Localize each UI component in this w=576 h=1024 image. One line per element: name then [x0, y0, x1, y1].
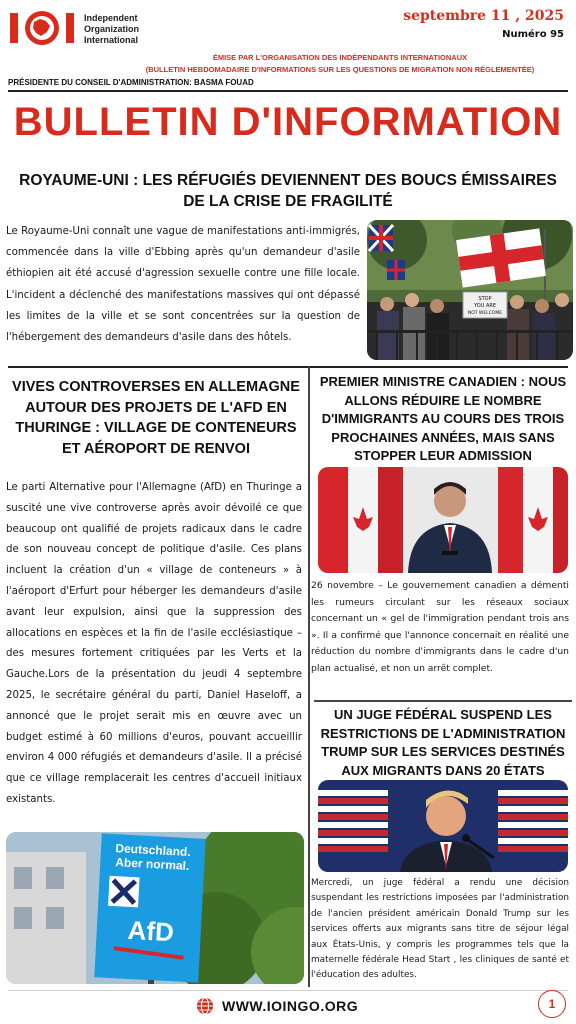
globe-icon	[196, 997, 214, 1015]
logo-line-1: Independent	[84, 13, 138, 23]
header-divider	[8, 90, 568, 92]
afd-poster-photo	[6, 832, 304, 984]
ioi-logo-icon	[8, 8, 78, 48]
poster-line-1: Deutschland.	[115, 841, 192, 860]
us-body: Mercredi, un juge fédéral a rendu une décision suspendant les restrictions imposées par l'administration de l'ancien président américain Donald Trump sur les services offerts aux migrants sans titre de séjour légal aux États-Unis, y compris les programmes tels que la maternelle fédérale Head Start , les cliniques de santé et l'éducation des adultes.	[311, 878, 569, 981]
canada-pm-photo	[318, 467, 568, 573]
website-url[interactable]: WWW.IOINGO.ORG	[222, 998, 359, 1014]
footer-website[interactable]	[196, 995, 358, 1017]
right-column-divider	[314, 700, 572, 702]
logo-text	[84, 13, 139, 46]
canada-headline: PREMIER MINISTRE CANADIEN : NOUS ALLONS RÉDUIRE LE NOMBRE D'IMMIGRANTS AU COURS DES TROIS PROCHAINES ANNÉES, MAIS SANS STOPPER LEUR ADMISSION	[319, 374, 567, 463]
issuer-line-2: (BULLETIN HEBDOMADAIRE D'INFORMATIONS SUR LES QUESTIONS DE MIGRATION NON RÉGLEMENTÉE)	[145, 65, 535, 74]
sign-line-2: YOU ARE	[473, 303, 497, 309]
us-headline: UN JUGE FÉDÉRAL SUSPEND LES RESTRICTIONS DE L'ADMINISTRATION TRUMP SUR LES SERVICES DESTINÉS AUX MIGRANTS DANS 20 ÉTATS	[320, 707, 566, 778]
issue-number: Numéro 95	[502, 29, 564, 40]
organization-logo	[8, 8, 158, 48]
poster-party: AfD	[126, 914, 175, 948]
logo-line-3: International	[84, 35, 139, 45]
poster-line-2: Aber normal.	[114, 855, 190, 873]
bulletin-title: BULLETIN D'INFORMATION	[13, 100, 563, 144]
sign-line-1: STOP	[478, 296, 492, 302]
germany-body: Le parti Alternative pour l'Allemagne (AfD) en Thuringe a suscité une vive controverse après avoir dévoilé ce que beaucoup ont qualifié de projets radicaux dans le cadre de son nouveau concept de politique d'asile. Ces plans incluent la création d'un « village de conteneurs » à l'aéroport d'Erfurt pour héberger les demandeurs d'asile avant leur expulsion, ainsi que la suppression des allocations en espèces et la fin de l'asile ecclésiastique – des mesures fortement critiquées par les Verts et la Gauche.Lors de la présentation du jeudi 4 septembre 2025, le secrétaire général du parti, Daniel Haseloff, a annoncé que le projet serait mis en œuvre avec un budget estimé à 60 millions d'euros, pouvant accueillir environ 4 000 réfugiés et demandeurs d'asile. Il a précisé que ce village remplacerait les centres d'accueil initiaux existants.	[6, 482, 302, 805]
board-president: PRÉSIDENTE DU CONSEIL D'ADMINISTRATION: BASMA FOUAD	[8, 78, 254, 87]
uk-protest-photo	[367, 220, 573, 360]
column-divider	[308, 367, 310, 987]
sign-line-3: NOT WELCOME	[467, 311, 503, 316]
issuer-statement	[120, 52, 560, 76]
canada-body: 26 novembre – Le gouvernement canadien a démenti les rumeurs circulant sur les réseaux sociaux concernant un « gel de l'immigration pendant trois ans ». Il a confirmé que l'annonce concernait en réalité une réduction du nombre d'immigrants dans le cadre d'un plan actualisé, et non un arrêt complet.	[311, 580, 569, 674]
germany-headline: VIVES CONTROVERSES EN ALLEMAGNE AUTOUR DES PROJETS DE L'AFD EN THURINGE : VILLAGE DE CONTENEURS ET AÉROPORT DE RENVOI	[12, 379, 300, 457]
uk-headline: ROYAUME-UNI : LES RÉFUGIÉS DEVIENNENT DES BOUCS ÉMISSAIRES DE LA CRISE DE FRAGILITÉ	[19, 172, 557, 210]
section-divider	[8, 366, 568, 368]
us-judge-photo	[318, 780, 568, 872]
uk-body: Le Royaume-Uni connaît une vague de manifestations anti-immigrés, commencée dans la ville d'Ebbing après qu'un demandeur d'asile éthiopien ait été accusé d'agression sexuelle contre une fille locale. L'incident a déclenché des manifestations massives qui ont dépassé les limites de la ville et se sont concentrées sur la question de l'hébergement des demandeurs d'asile dans des hôtels.	[6, 226, 360, 344]
logo-line-2: Organization	[84, 24, 140, 34]
issuer-line-1: ÉMISE PAR L'ORGANISATION DES INDÉPENDANTS INTERNATIONAUX	[212, 53, 468, 62]
issue-date: septembre 11 , 2025	[403, 8, 564, 24]
footer-divider	[8, 990, 568, 991]
page-number: 1	[538, 990, 566, 1018]
